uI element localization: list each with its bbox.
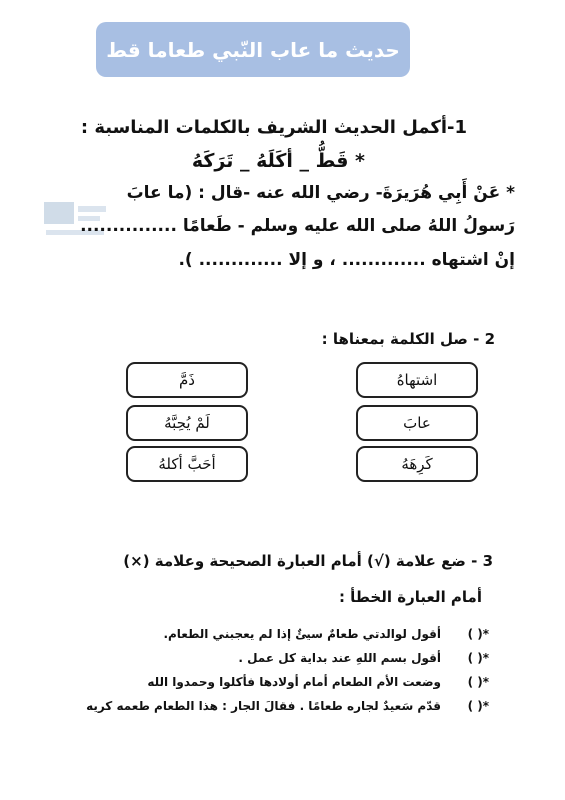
hadith-line-2: رَسولُ اللهُ صلى الله عليه وسلم - طَعامًا ...............	[80, 216, 515, 236]
q3-subheading: أمام العبارة الخطأ :	[338, 588, 482, 606]
word-box[interactable]	[356, 405, 478, 441]
word-label: كَرِهَهُ	[401, 455, 433, 473]
meaning-label: لَمْ يُحِبَّهُ	[164, 414, 210, 432]
page-title: حديث ما عاب النّبي طعاما قط	[106, 37, 400, 62]
statement-text: أقول لوالدتي طعامٌ سيئٌ إذا لم يعجبني الطعام.	[163, 627, 441, 641]
word-box[interactable]	[356, 362, 478, 398]
q1-heading: 1-أكمل الحديث الشريف بالكلمات المناسبة :	[80, 117, 467, 138]
meaning-label: أحَبَّ أكلهُ	[158, 455, 216, 473]
statement-text: قدّم سَعيدٌ لجاره طعامًا . فقالَ الجار : هذا الطعام طعمه كريه	[86, 699, 441, 713]
hadith-line-1: * عَنْ أَبِي هُرَيرَةَ- رضي الله عنه -قال : (ما عابَ	[126, 183, 515, 203]
meaning-box[interactable]	[126, 446, 248, 482]
statement-row	[69, 651, 489, 665]
meaning-box[interactable]	[126, 362, 248, 398]
hadith-line-3: إنْ اشتهاه ............. ، و إلا ............. ).	[178, 250, 515, 270]
answer-blank[interactable]: *( )	[467, 627, 489, 641]
q1-word-bank: * قَطُّ _ أكَلَهُ _ تَرَكَهُ	[191, 150, 365, 172]
statement-row	[69, 675, 489, 689]
statement-text: وضعت الأم الطعام أمام أولادها فأكلوا وحمدوا الله	[147, 675, 441, 689]
q3-heading: 3 - ضع علامة (√) أمام العبارة الصحيحة وعلامة (×)	[123, 552, 493, 570]
title-banner	[96, 22, 410, 77]
statement-row	[69, 627, 489, 641]
answer-blank[interactable]: *( )	[467, 675, 489, 689]
statement-row	[69, 699, 489, 713]
word-label: عابَ	[403, 414, 431, 432]
answer-blank[interactable]: *( )	[467, 699, 489, 713]
meaning-label: ذَمَّ	[179, 371, 195, 389]
word-box[interactable]	[356, 446, 478, 482]
meaning-box[interactable]	[126, 405, 248, 441]
statement-text: أقول بسم اللهِ عند بداية كل عمل .	[238, 651, 441, 665]
q2-heading: 2 - صل الكلمة بمعناها :	[321, 330, 495, 348]
answer-blank[interactable]: *( )	[467, 651, 489, 665]
word-label: اشتهاهُ	[396, 371, 438, 389]
